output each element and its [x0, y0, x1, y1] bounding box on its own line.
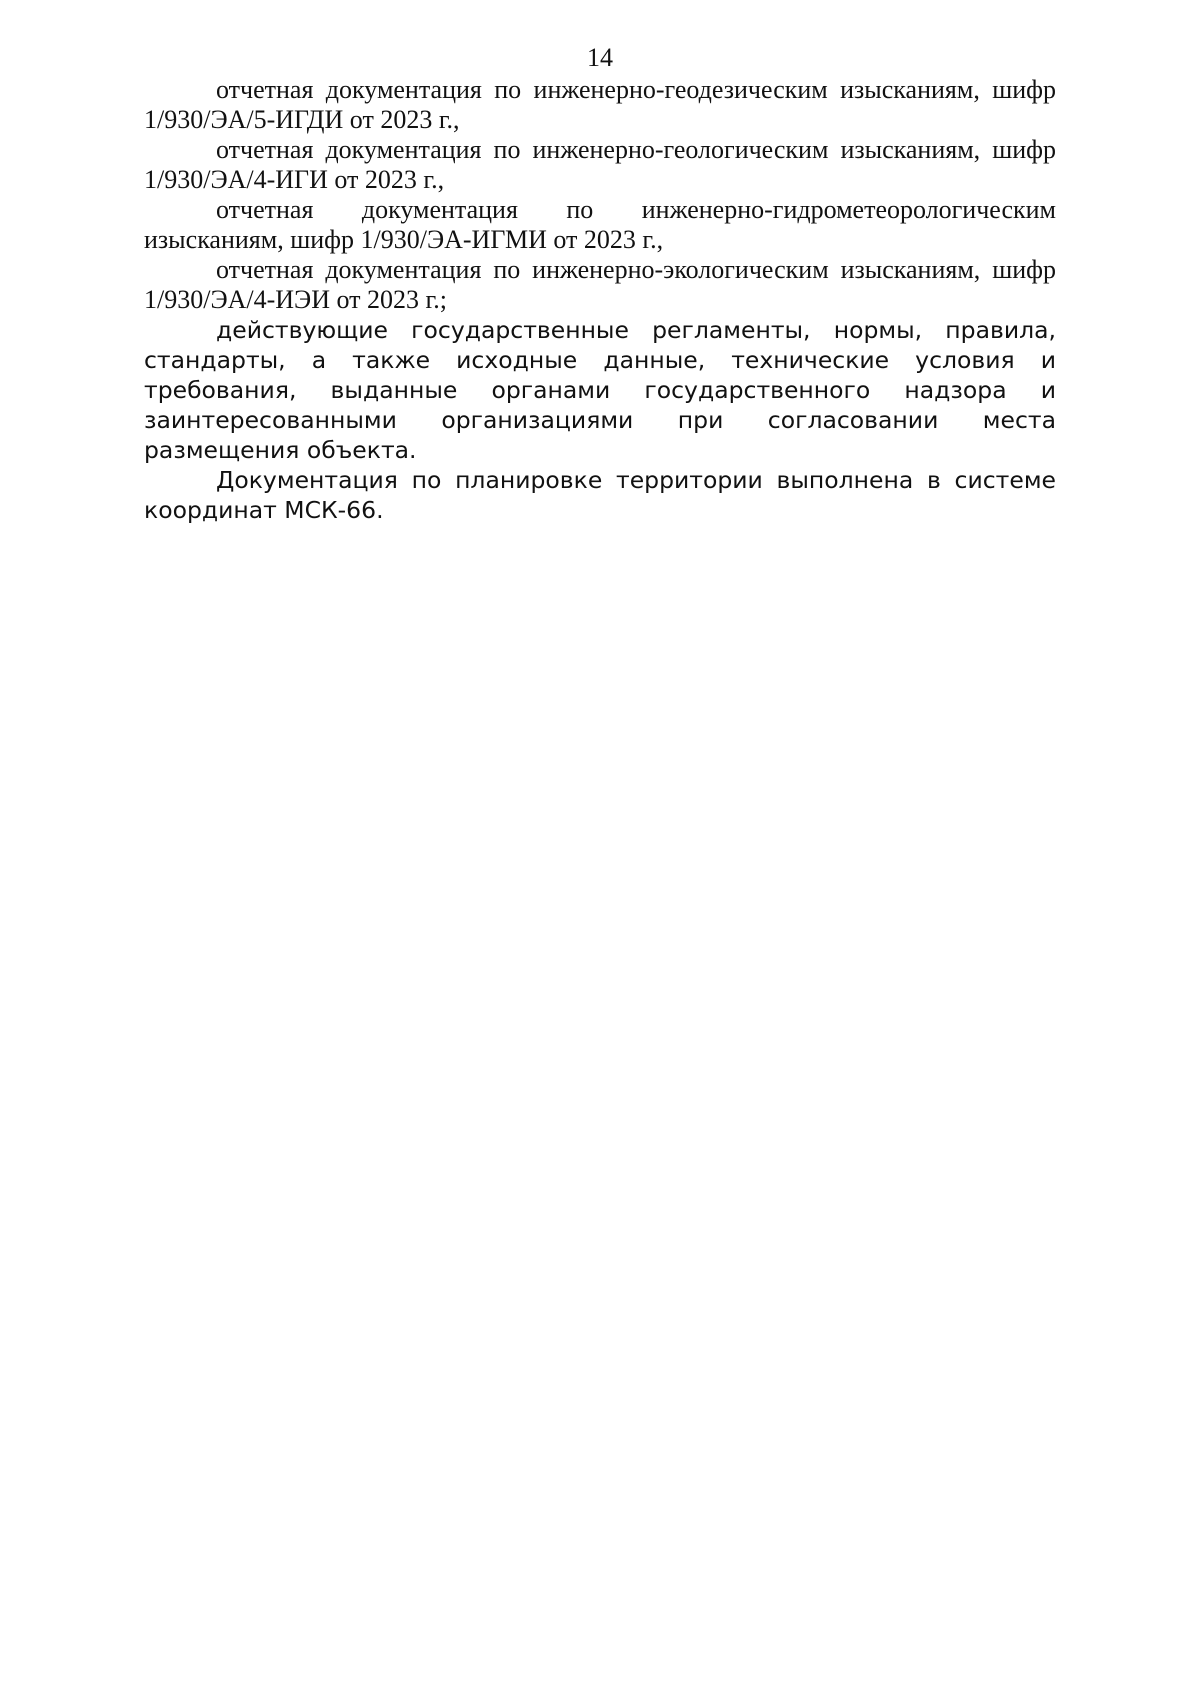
page-number: 14 — [587, 43, 613, 72]
paragraph-hydrometeorological-surveys: отчетная документация по инженерно-гидрометеорологическим изысканиям, шифр 1/930/ЭА-ИГМИ от 2023 г., — [144, 195, 1056, 254]
paragraph-ecological-surveys: отчетная документация по инженерно-экологическим изысканиям, шифр 1/930/ЭА/4-ИЭИ от 2023 г.; — [144, 255, 1056, 314]
paragraph-coordinate-system: Документация по планировке территории выполнена в системе координат МСК-66. — [144, 466, 1056, 524]
document-body — [144, 75, 1056, 525]
paragraph-geological-surveys: отчетная документация по инженерно-геологическим изысканиям, шифр 1/930/ЭА/4-ИГИ от 2023 г., — [144, 135, 1056, 194]
paragraph-geodetic-surveys: отчетная документация по инженерно-геодезическим изысканиям, шифр 1/930/ЭА/5-ИГДИ от 2023 г., — [144, 75, 1056, 134]
paragraph-regulations: действующие государственные регламенты, нормы, правила, стандарты, а также исходные данные, технические условия и требования, выданные органами государственного надзора и заинтересованными организациями при согласовании места размещения объекта. — [144, 316, 1056, 464]
